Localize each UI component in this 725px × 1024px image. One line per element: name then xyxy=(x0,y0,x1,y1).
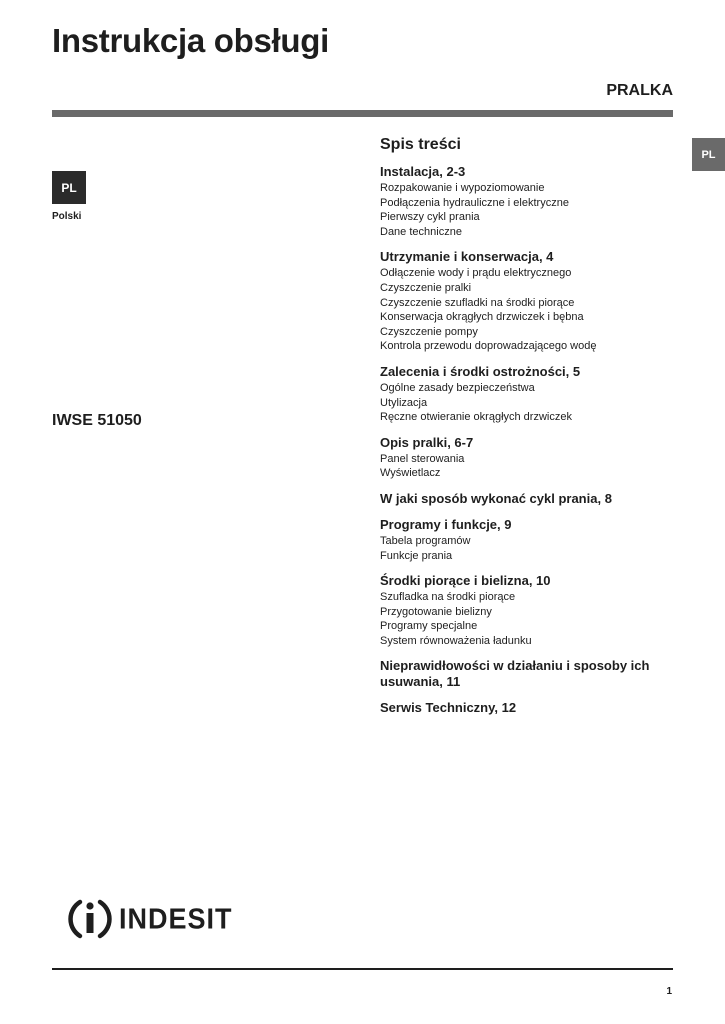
toc-item: Czyszczenie szufladki na środki piorące xyxy=(380,296,575,309)
toc-sections xyxy=(380,164,680,716)
toc-item: Ogólne zasady bezpieczeństwa xyxy=(380,381,535,394)
toc-section xyxy=(380,249,680,354)
toc-section-title: Nieprawidłowości w działaniu i sposoby ich usuwania, 11 xyxy=(380,658,650,690)
page-title: Instrukcja obsługi xyxy=(52,22,329,59)
language-badge: PL xyxy=(52,171,86,204)
toc-item: Utylizacja xyxy=(380,396,428,409)
toc-section-title: Utrzymanie i konserwacja, 4 xyxy=(380,249,554,265)
toc-item: Czyszczenie pralki xyxy=(380,281,472,294)
toc-section-title: Serwis Techniczny, 12 xyxy=(380,700,517,716)
toc-item: Szufladka na środki piorące xyxy=(380,591,516,604)
indesit-i-circle-icon xyxy=(66,895,114,943)
toc-section-title: Programy i funkcje, 9 xyxy=(380,516,512,532)
toc-section-title: Środki piorące i bielizna, 10 xyxy=(380,573,551,589)
language-side-tab: PL xyxy=(692,138,725,171)
toc-section xyxy=(380,435,680,481)
toc-item: Kontrola przewodu doprowadzającego wodę xyxy=(380,340,597,353)
toc-section xyxy=(380,573,680,648)
product-type-label: PRALKA xyxy=(606,82,673,99)
toc-item: Dane techniczne xyxy=(380,225,462,238)
toc-item: Odłączenie wody i prądu elektrycznego xyxy=(380,267,572,280)
footer-divider xyxy=(52,968,673,970)
toc-item: Wyświetlacz xyxy=(380,467,441,480)
language-label: Polski xyxy=(52,211,82,222)
toc-section xyxy=(380,658,680,690)
toc-section xyxy=(380,164,680,239)
brand-wordmark: INDESIT xyxy=(119,902,233,935)
toc-item: Ręczne otwieranie okrągłych drzwiczek xyxy=(380,411,572,424)
toc-section xyxy=(380,491,680,507)
toc-item: Panel sterowania xyxy=(380,452,465,465)
toc-section xyxy=(380,364,680,425)
toc-section-title: Instalacja, 2-3 xyxy=(380,164,466,179)
toc-item: Pierwszy cykl prania xyxy=(380,211,480,224)
toc-item: Programy specjalne xyxy=(380,620,478,633)
toc-item: Funkcje prania xyxy=(380,549,453,562)
toc-section-title: Opis pralki, 6-7 xyxy=(380,434,474,450)
toc-heading: Spis treści xyxy=(380,136,461,153)
toc-section-title: W jaki sposób wykonać cykl prania, 8 xyxy=(380,490,612,506)
brand-logo xyxy=(66,895,233,943)
toc-section-title: Zalecenia i środki ostrożności, 5 xyxy=(380,363,581,379)
toc-item: System równoważenia ładunku xyxy=(380,634,532,647)
toc-item: Tabela programów xyxy=(380,534,471,547)
table-of-contents xyxy=(380,136,680,726)
page-number: 1 xyxy=(666,986,672,997)
toc-section xyxy=(380,517,680,563)
header-divider xyxy=(52,110,673,117)
toc-section xyxy=(380,700,680,716)
toc-item: Konserwacja okrągłych drzwiczek i bębna xyxy=(380,311,584,324)
model-number: IWSE 51050 xyxy=(52,412,142,429)
toc-item: Podłączenia hydrauliczne i elektryczne xyxy=(380,196,569,209)
toc-item: Czyszczenie pompy xyxy=(380,325,478,338)
toc-item: Rozpakowanie i wypoziomowanie xyxy=(380,182,545,194)
toc-item: Przygotowanie bielizny xyxy=(380,605,492,618)
